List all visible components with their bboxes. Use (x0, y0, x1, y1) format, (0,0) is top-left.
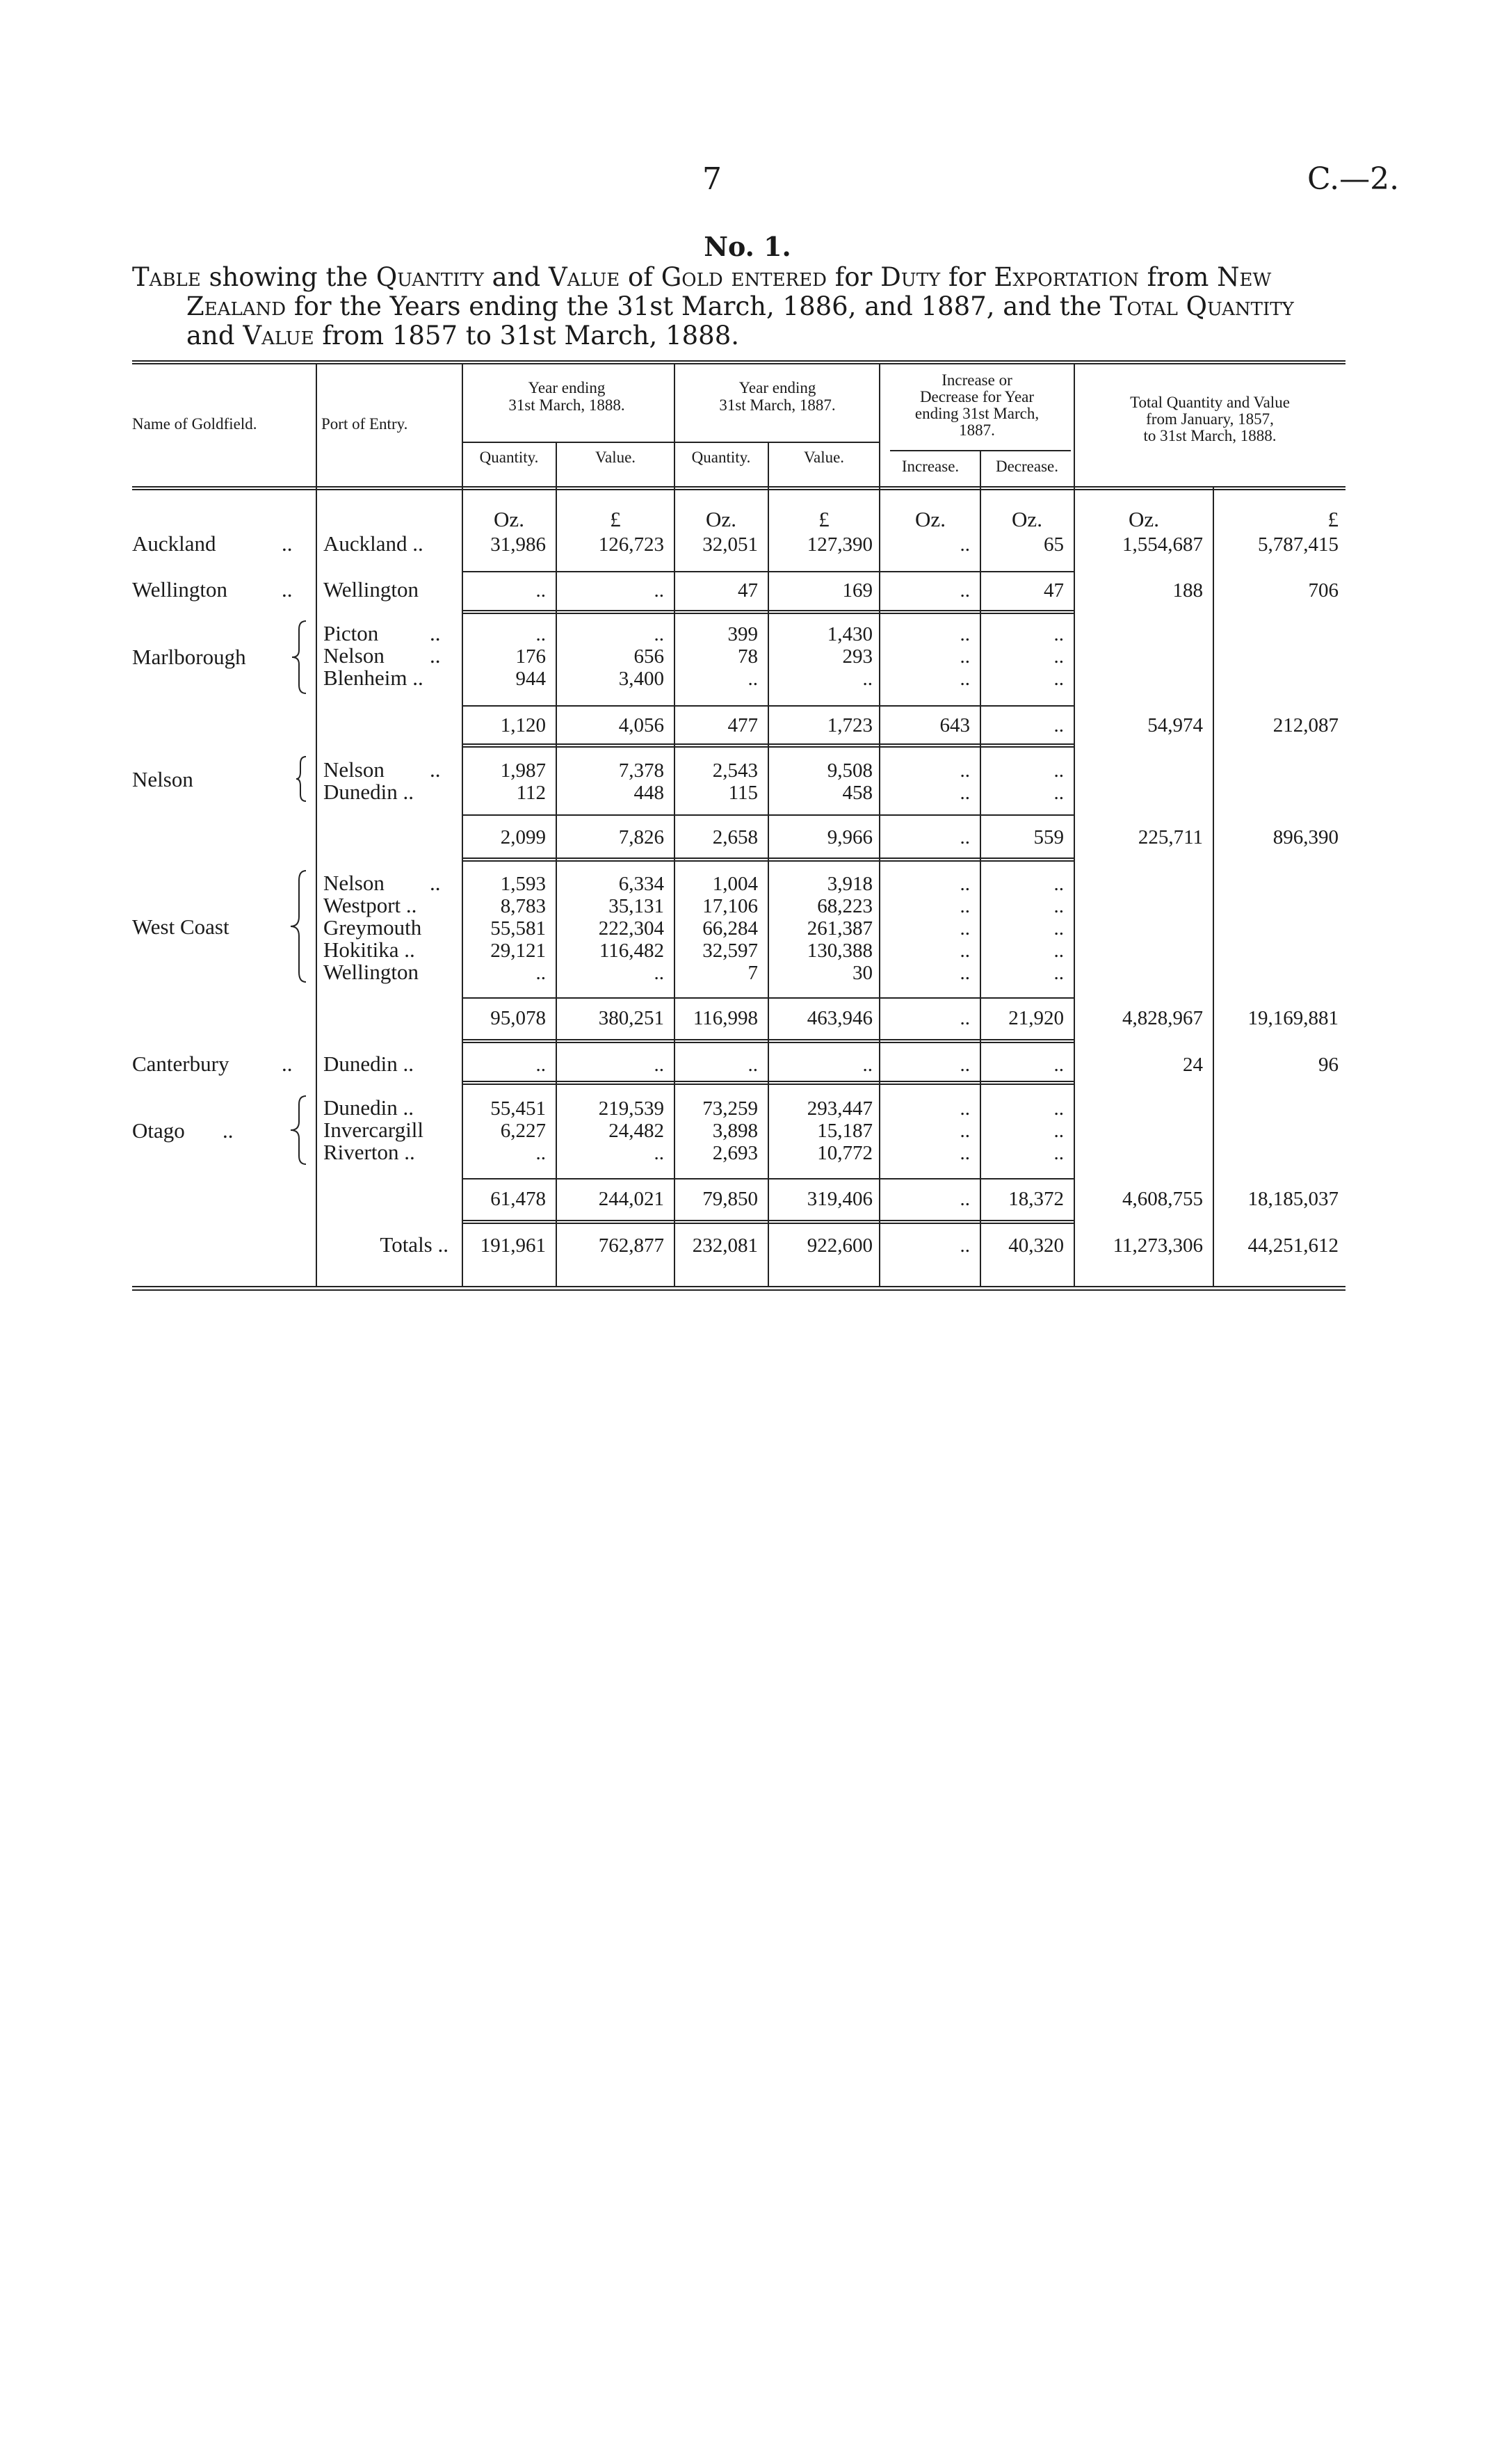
cell-nel-sub-q87: 2,658 (712, 826, 758, 848)
cell-marl-blenheim-q88: 944 (515, 668, 546, 690)
goldfield-auckland: Auckland (132, 531, 216, 556)
cell-auckland-tv: 5,787,415 (1258, 533, 1339, 556)
port-nelson: Nelson (323, 757, 385, 782)
cell-ot-invercargill-dec: .. (1053, 1120, 1064, 1142)
unit-tq: Oz. (1129, 507, 1159, 531)
cell-marl-picton-q87: 399 (727, 623, 758, 645)
cell-marl-nelson-q87: 78 (738, 645, 758, 668)
cell-marl-nelson-dec: .. (1053, 645, 1064, 668)
cell-marl-nelson-v88: 656 (633, 645, 664, 668)
goldfield-wellington: Wellington (132, 577, 227, 602)
leader-dots: .. (430, 757, 441, 782)
header-1888-line1: Year ending (528, 379, 606, 396)
cell-wellington-q88: .. (535, 579, 546, 602)
cell-wc-nelson-q87: 1,004 (712, 873, 758, 895)
port-riverton: Riverton .. (323, 1140, 415, 1164)
header-1888-line2: 31st March, 1888. (508, 396, 625, 414)
cell-wc-hokitika-v88: 116,482 (599, 940, 664, 962)
cell-wc-greymouth-q88: 55,581 (490, 917, 546, 940)
ports-of-entry (323, 531, 448, 1257)
cell-wellington-v87: 169 (842, 579, 873, 602)
cell-nel-dunedin-q87: 115 (728, 782, 758, 804)
cell-wc-hokitika-dec: .. (1053, 940, 1064, 962)
cell-ot-sub-tv: 18,185,037 (1247, 1188, 1339, 1210)
cell-totals-q88: 191,961 (480, 1234, 546, 1257)
cell-nel-sub-dec: 559 (1033, 826, 1064, 848)
cell-marl-blenheim-v87: .. (862, 668, 873, 690)
goldfield-canterbury: Canterbury (132, 1052, 229, 1076)
cell-totals-tv: 44,251,612 (1247, 1234, 1339, 1257)
leader-dots: .. (282, 1052, 293, 1076)
cell-totals-v88: 762,877 (598, 1234, 664, 1257)
table-cells (480, 533, 1339, 1257)
header-quantity-1888: Quantity. (479, 449, 539, 466)
port-auckland: Auckland .. (323, 531, 423, 556)
totals-label: Totals .. (380, 1232, 448, 1257)
unit-v87: £ (818, 507, 830, 531)
port-invercargill: Invercargill (323, 1118, 424, 1142)
cell-marl-sub-tv: 212,087 (1272, 714, 1339, 736)
cell-marl-nelson-q88: 176 (515, 645, 546, 668)
cell-ot-dunedin-v87: 293,447 (807, 1097, 873, 1120)
cell-canterbury-q87: .. (748, 1054, 758, 1076)
cell-canterbury-tq: 24 (1183, 1054, 1203, 1076)
unit-dec: Oz. (1012, 507, 1042, 531)
cell-marl-sub-q88: 1,120 (500, 714, 546, 736)
cell-wc-hokitika-q87: 32,597 (702, 940, 758, 962)
cell-nel-sub-q88: 2,099 (500, 826, 546, 848)
cell-nel-nelson-q88: 1,987 (500, 759, 546, 782)
cell-marl-sub-dec: .. (1053, 714, 1064, 736)
cell-wellington-tq: 188 (1172, 579, 1203, 602)
cell-marl-sub-tq: 54,974 (1147, 714, 1203, 736)
port-dunedin: Dunedin .. (323, 780, 414, 804)
port-dunedin: Dunedin .. (323, 1095, 414, 1120)
cell-wc-sub-v87: 463,946 (807, 1007, 873, 1029)
goldfield-west-coast: West Coast (132, 915, 229, 939)
cell-wc-hokitika-q88: 29,121 (490, 940, 546, 962)
port-dunedin: Dunedin .. (323, 1052, 414, 1076)
cell-wc-greymouth-dec: .. (1053, 917, 1064, 940)
cell-nel-dunedin-v88: 448 (633, 782, 664, 804)
cell-ot-dunedin-dec: .. (1053, 1097, 1064, 1120)
cell-wc-sub-q87: 116,998 (693, 1007, 758, 1029)
cell-marl-picton-inc: .. (960, 623, 970, 645)
cell-wellington-dec: 47 (1044, 579, 1064, 602)
leader-dots: .. (282, 577, 293, 602)
goldfield-nelson: Nelson (132, 767, 193, 791)
leader-dots: .. (223, 1118, 234, 1143)
cell-wc-wellington-inc: .. (960, 962, 970, 984)
cell-totals-v87: 922,600 (807, 1234, 873, 1257)
port-blenheim: Blenheim .. (323, 666, 423, 690)
port-greymouth: Greymouth (323, 915, 422, 940)
cell-nel-sub-inc: .. (960, 826, 970, 848)
header-total-line2: from January, 1857, (1146, 410, 1274, 428)
cell-wc-sub-tq: 4,828,967 (1122, 1007, 1203, 1029)
cell-wc-westport-v88: 35,131 (608, 895, 664, 917)
cell-wellington-v88: .. (654, 579, 664, 602)
cell-marl-sub-q87: 477 (727, 714, 758, 736)
caption-line-3: and Value from 1857 to 31st March, 1888. (186, 321, 739, 351)
unit-v88: £ (610, 507, 621, 531)
cell-totals-dec: 40,320 (1008, 1234, 1064, 1257)
unit-inc: Oz. (915, 507, 946, 531)
port-westport: Westport .. (323, 893, 417, 917)
cell-auckland-q87: 32,051 (702, 533, 758, 556)
header-incdec-line1: Increase or (942, 371, 1012, 389)
cell-wc-nelson-q88: 1,593 (500, 873, 546, 895)
cell-wc-wellington-q88: .. (535, 962, 546, 984)
cell-wc-sub-v88: 380,251 (598, 1007, 664, 1029)
cell-auckland-v88: 126,723 (598, 533, 664, 556)
cell-marl-picton-q88: .. (535, 623, 546, 645)
table-number-title: No. 1. (704, 231, 791, 262)
cell-wc-greymouth-inc: .. (960, 917, 970, 940)
cell-ot-sub-dec: 18,372 (1008, 1188, 1064, 1210)
cell-ot-sub-v87: 319,406 (807, 1188, 873, 1210)
unit-tv: £ (1327, 507, 1339, 531)
cell-ot-invercargill-v88: 24,482 (608, 1120, 664, 1142)
cell-wellington-tv: 706 (1308, 579, 1339, 602)
cell-marl-sub-inc: 643 (939, 714, 970, 736)
header-total-line3: to 31st March, 1888. (1143, 427, 1277, 444)
header-total-line1: Total Quantity and Value (1130, 394, 1290, 411)
cell-ot-riverton-v88: .. (654, 1142, 664, 1164)
header-incdec-line3: ending 31st March, (914, 405, 1040, 422)
goldfield-names (132, 531, 293, 1143)
cell-ot-sub-q87: 79,850 (702, 1188, 758, 1210)
cell-wc-wellington-v87: 30 (852, 962, 873, 984)
cell-nel-sub-tq: 225,711 (1138, 826, 1203, 848)
cell-totals-inc: .. (960, 1234, 970, 1257)
port-nelson: Nelson (323, 643, 385, 668)
cell-ot-dunedin-q88: 55,451 (490, 1097, 546, 1120)
cell-nel-sub-tv: 896,390 (1272, 826, 1339, 848)
port-hokitika: Hokitika .. (323, 937, 415, 962)
header-quantity-1887: Quantity. (691, 449, 751, 466)
cell-wc-greymouth-v87: 261,387 (807, 917, 873, 940)
cell-wc-greymouth-v88: 222,304 (598, 917, 664, 940)
cell-wc-nelson-v87: 3,918 (827, 873, 873, 895)
cell-wc-wellington-dec: .. (1053, 962, 1064, 984)
header-incdec-line2: Decrease for Year (919, 388, 1035, 405)
cell-wc-sub-q88: 95,078 (490, 1007, 546, 1029)
cell-wc-westport-q87: 17,106 (702, 895, 758, 917)
cell-marl-blenheim-inc: .. (960, 668, 970, 690)
column-headers (132, 371, 1290, 475)
cell-totals-q87: 232,081 (692, 1234, 758, 1257)
cell-ot-sub-q88: 61,478 (490, 1188, 546, 1210)
header-1887-line1: Year ending (738, 379, 816, 396)
cell-canterbury-v87: .. (862, 1054, 873, 1076)
cell-marl-picton-dec: .. (1053, 623, 1064, 645)
cell-wellington-inc: .. (960, 579, 970, 602)
port-nelson: Nelson (323, 871, 385, 895)
unit-q87: Oz. (706, 507, 736, 531)
goldfield-otago: Otago (132, 1118, 185, 1143)
cell-marl-nelson-inc: .. (960, 645, 970, 668)
document-code: C.—2. (1307, 161, 1400, 197)
cell-nel-dunedin-q88: 112 (516, 782, 546, 804)
cell-nel-dunedin-v87: 458 (842, 782, 873, 804)
cell-marl-picton-v88: .. (654, 623, 664, 645)
cell-auckland-tq: 1,554,687 (1122, 533, 1203, 556)
goldfield-marlborough: Marlborough (132, 645, 246, 669)
cell-wc-wellington-v88: .. (654, 962, 664, 984)
cell-marl-picton-v87: 1,430 (827, 623, 873, 645)
cell-marl-blenheim-dec: .. (1053, 668, 1064, 690)
header-increase: Increase. (901, 458, 960, 475)
cell-ot-invercargill-v87: 15,187 (817, 1120, 873, 1142)
cell-canterbury-dec: .. (1053, 1054, 1064, 1076)
cell-auckland-inc: .. (960, 533, 970, 556)
port-picton: Picton (323, 621, 379, 645)
header-value-1887: Value. (803, 449, 845, 466)
cell-ot-dunedin-q87: 73,259 (702, 1097, 758, 1120)
cell-nel-nelson-dec: .. (1053, 759, 1064, 782)
header-port: Port of Entry. (321, 415, 408, 433)
cell-marl-blenheim-v88: 3,400 (618, 668, 664, 690)
cell-nel-dunedin-dec: .. (1053, 782, 1064, 804)
cell-wc-greymouth-q87: 66,284 (702, 917, 758, 940)
cell-nel-nelson-v87: 9,508 (827, 759, 873, 782)
cell-canterbury-v88: .. (654, 1054, 664, 1076)
cell-wc-wellington-q87: 7 (748, 962, 758, 984)
column-rules (316, 364, 1213, 1287)
cell-marl-blenheim-q87: .. (748, 668, 758, 690)
cell-ot-invercargill-inc: .. (960, 1120, 970, 1142)
cell-wc-sub-inc: .. (960, 1007, 970, 1029)
cell-ot-riverton-v87: 10,772 (817, 1142, 873, 1164)
cell-ot-sub-v88: 244,021 (598, 1188, 664, 1210)
cell-wellington-q87: 47 (738, 579, 758, 602)
caption-line-2: Zealand for the Years ending the 31st March, 1886, and 1887, and the Total Quantity (186, 291, 1294, 321)
grouping-braces (291, 621, 306, 1164)
cell-auckland-v87: 127,390 (807, 533, 873, 556)
cell-wc-westport-inc: .. (960, 895, 970, 917)
header-goldfield: Name of Goldfield. (132, 415, 257, 433)
cell-nel-sub-v87: 9,966 (827, 826, 873, 848)
cell-wc-hokitika-v87: 130,388 (807, 940, 873, 962)
leader-dots: .. (282, 531, 293, 556)
cell-canterbury-inc: .. (960, 1054, 970, 1076)
cell-ot-sub-tq: 4,608,755 (1122, 1188, 1203, 1210)
cell-canterbury-q88: .. (535, 1054, 546, 1076)
cell-wc-sub-tv: 19,169,881 (1247, 1007, 1339, 1029)
cell-nel-sub-v88: 7,826 (618, 826, 664, 848)
cell-wc-westport-v87: 68,223 (817, 895, 873, 917)
cell-wc-westport-q88: 8,783 (500, 895, 546, 917)
cell-ot-dunedin-inc: .. (960, 1097, 970, 1120)
cell-marl-sub-v88: 4,056 (618, 714, 664, 736)
cell-wc-hokitika-inc: .. (960, 940, 970, 962)
caption-line-1: Table showing the Quantity and Value of Gold entered for Duty for Exportation from New (132, 262, 1272, 292)
header-incdec-line4: 1887. (959, 421, 995, 439)
cell-ot-riverton-dec: .. (1053, 1142, 1064, 1164)
cell-ot-riverton-q88: .. (535, 1142, 546, 1164)
page-number: 7 (702, 161, 722, 197)
cell-wc-sub-dec: 21,920 (1008, 1007, 1064, 1029)
cell-ot-invercargill-q88: 6,227 (500, 1120, 546, 1142)
cell-totals-tq: 11,273,306 (1113, 1234, 1203, 1257)
cell-ot-riverton-q87: 2,693 (712, 1142, 758, 1164)
unit-q88: Oz. (494, 507, 524, 531)
cell-canterbury-tv: 96 (1318, 1054, 1339, 1076)
leader-dots: .. (430, 621, 441, 645)
cell-marl-nelson-v87: 293 (842, 645, 873, 668)
cell-marl-sub-v87: 1,723 (827, 714, 873, 736)
cell-ot-sub-inc: .. (960, 1188, 970, 1210)
port-wellington: Wellington (323, 577, 419, 602)
header-value-1888: Value. (595, 449, 636, 466)
leader-dots: .. (430, 643, 441, 668)
cell-auckland-dec: 65 (1044, 533, 1064, 556)
cell-wc-nelson-inc: .. (960, 873, 970, 895)
cell-nel-dunedin-inc: .. (960, 782, 970, 804)
cell-ot-riverton-inc: .. (960, 1142, 970, 1164)
cell-nel-nelson-inc: .. (960, 759, 970, 782)
cell-auckland-q88: 31,986 (490, 533, 546, 556)
leader-dots: .. (430, 871, 441, 895)
cell-ot-invercargill-q87: 3,898 (712, 1120, 758, 1142)
cell-nel-nelson-v88: 7,378 (618, 759, 664, 782)
port-wellington: Wellington (323, 960, 419, 984)
cell-nel-nelson-q87: 2,543 (712, 759, 758, 782)
header-1887-line2: 31st March, 1887. (719, 396, 836, 414)
unit-row (494, 507, 1339, 531)
cell-ot-dunedin-v88: 219,539 (598, 1097, 664, 1120)
header-decrease: Decrease. (995, 458, 1059, 475)
cell-wc-nelson-dec: .. (1053, 873, 1064, 895)
cell-wc-nelson-v88: 6,334 (618, 873, 664, 895)
cell-wc-westport-dec: .. (1053, 895, 1064, 917)
